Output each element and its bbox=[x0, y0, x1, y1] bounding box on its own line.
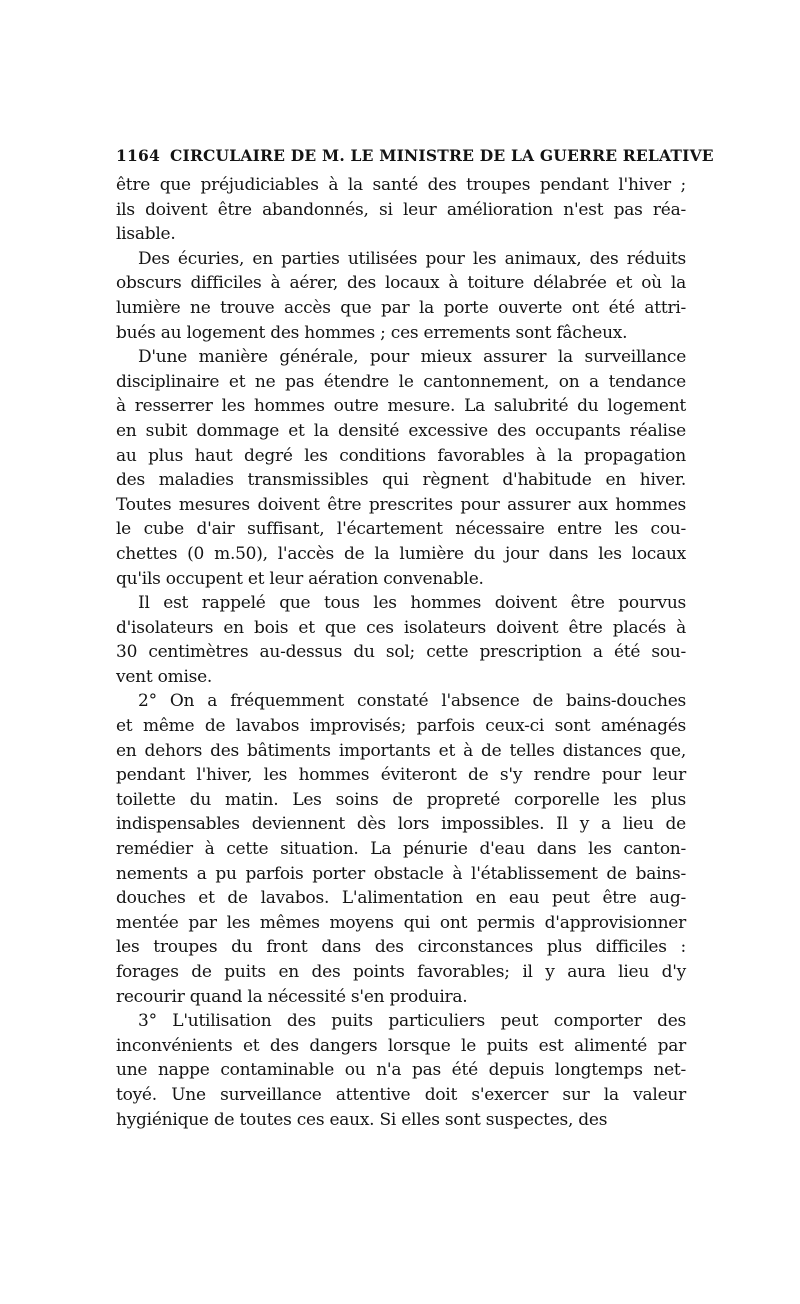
text-line: des maladies transmissibles qui règnent d'habitude en hiver. bbox=[116, 470, 686, 491]
paragraph bbox=[116, 247, 686, 345]
text-line: chettes (0 m.50), l'accès de la lumière du jour dans les locaux bbox=[116, 543, 686, 564]
paragraph bbox=[116, 173, 686, 247]
text-line: indispensables deviennent dès lors impossibles. Il y a lieu de bbox=[116, 814, 686, 835]
text-line: Des écuries, en parties utilisées pour les animaux, des réduits bbox=[138, 248, 686, 269]
text-line: vent omise. bbox=[116, 666, 213, 687]
paragraph bbox=[116, 345, 686, 591]
text-line: et même de lavabos improvisés; parfois ceux-ci sont aménagés bbox=[116, 716, 686, 737]
body-text bbox=[116, 173, 686, 1132]
text-line: toyé. Une surveillance attentive doit s'exercer sur la valeur bbox=[116, 1084, 686, 1105]
text-line: remédier à cette situation. La pénurie d'eau dans les canton- bbox=[116, 839, 686, 860]
text-line: qu'ils occupent et leur aération convenable. bbox=[116, 568, 484, 589]
text-line: Toutes mesures doivent être prescrites pour assurer aux hommes bbox=[116, 494, 686, 515]
running-title: CIRCULAIRE DE M. LE MINISTRE DE LA GUERRE RELATIVE bbox=[169, 146, 714, 165]
text-line: lisable. bbox=[116, 224, 176, 245]
text-line: une nappe contaminable ou n'a pas été depuis longtemps net- bbox=[116, 1060, 686, 1081]
text-line: 30 centimètres au-dessus du sol; cette prescription a été sou- bbox=[116, 642, 686, 663]
text-line: être que préjudiciables à la santé des troupes pendant l'hiver ; bbox=[116, 175, 686, 195]
page-number: 1164 bbox=[116, 146, 160, 165]
text-line: les troupes du front dans des circonstances plus difficiles : bbox=[116, 937, 686, 958]
paragraph bbox=[116, 689, 686, 1009]
document-page bbox=[116, 146, 714, 1132]
text-line: nements a pu parfois porter obstacle à l'établissement de bains- bbox=[116, 863, 686, 884]
paragraph bbox=[116, 1009, 686, 1132]
text-line: le cube d'air suffisant, l'écartement nécessaire entre les cou- bbox=[116, 519, 686, 540]
text-line: hygiénique de toutes ces eaux. Si elles sont suspectes, des bbox=[116, 1109, 608, 1130]
text-line: Il est rappelé que tous les hommes doivent être pourvus bbox=[138, 593, 686, 614]
text-line: au plus haut degré les conditions favorables à la propagation bbox=[116, 445, 686, 466]
text-line: en subit dommage et la densité excessive des occupants réalise bbox=[116, 420, 686, 441]
text-line: pendant l'hiver, les hommes éviteront de s'y rendre pour leur bbox=[116, 765, 686, 786]
text-line: d'isolateurs en bois et que ces isolateurs doivent être placés à bbox=[116, 617, 686, 638]
text-line: lumière ne trouve accès que par la porte ouverte ont été attri- bbox=[116, 297, 686, 318]
text-line: inconvénients et des dangers lorsque le puits est alimenté par bbox=[116, 1035, 686, 1056]
text-line: D'une manière générale, pour mieux assurer la surveillance bbox=[138, 347, 686, 368]
paragraph bbox=[116, 591, 686, 689]
text-line: forages de puits en des points favorables; il y aura lieu d'y bbox=[116, 962, 686, 982]
text-line: obscurs difficiles à aérer, des locaux à toiture délabrée et où la bbox=[116, 273, 686, 294]
running-header bbox=[116, 146, 714, 165]
text-line: disciplinaire et ne pas étendre le cantonnement, on a tendance bbox=[116, 371, 686, 392]
text-line: douches et de lavabos. L'alimentation en eau peut être aug- bbox=[116, 888, 686, 909]
text-line: 3° L'utilisation des puits particuliers peut comporter des bbox=[138, 1011, 686, 1032]
text-line: à resserrer les hommes outre mesure. La salubrité du logement bbox=[116, 396, 686, 417]
text-line: toilette du matin. Les soins de propreté corporelle les plus bbox=[116, 789, 686, 810]
text-line: en dehors des bâtiments importants et à de telles distances que, bbox=[116, 740, 686, 761]
text-line: mentée par les mêmes moyens qui ont permis d'approvisionner bbox=[116, 912, 686, 933]
text-line: ils doivent être abandonnés, si leur amélioration n'est pas réa- bbox=[116, 199, 686, 220]
text-line: recourir quand la nécessité s'en produira. bbox=[116, 986, 468, 1007]
text-line: 2° On a fréquemment constaté l'absence de bains-douches bbox=[138, 691, 686, 712]
text-line: bués au logement des hommes ; ces errements sont fâcheux. bbox=[116, 322, 628, 343]
